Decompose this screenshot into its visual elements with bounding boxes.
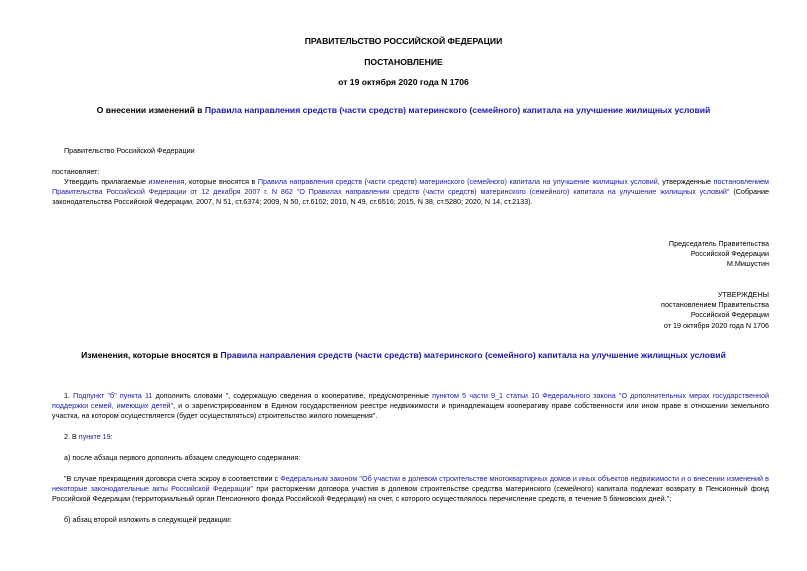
- document-title: [0, 105, 807, 115]
- change-2a-paragraph: а) после абзаца первого дополнить абзацем следующего содержания:: [64, 453, 301, 462]
- item1-text-4: (Собрание законодательства Российской Федерации, 2007, N 51, ст.6374; 2009, N 50, ст.6102; 2010, N 49, ст.6516; 2015, N 38, ст.5280; 2020, N 14, ст.2133).: [52, 187, 769, 207]
- change2a-text-1: "В случае прекращения договора счета эскроу в соответствии с: [64, 474, 281, 483]
- federal-law-link[interactable]: пунктом 5 части 9_1 статьи 10 Федерального закона "О дополнительных мерах государственной поддержки семей, имеющих детей": [52, 391, 769, 411]
- title-prefix: О внесении изменений в: [96, 105, 205, 115]
- rules-link[interactable]: Правила направления средств (части средств) материнского (семейного) капитала на улучшение жилищных условий: [204, 105, 711, 115]
- item-1-paragraph: [52, 177, 769, 208]
- decree-862-link[interactable]: постановлением Правительства Российской Федерации от 12 декабря 2007 г. N 862 "О Правилах направления средств (части средств) материнского (семейного) капитала на улучшение жилищных условий": [52, 177, 769, 197]
- government-heading: ПРАВИТЕЛЬСТВО РОССИЙСКОЙ ФЕДЕРАЦИИ: [304, 36, 503, 46]
- change1-number: 1.: [64, 391, 74, 400]
- changes-title-prefix: Изменения, которые вносятся в: [81, 350, 221, 360]
- changes-link[interactable]: изменения: [148, 177, 185, 186]
- approved-block: [661, 290, 769, 331]
- change-2-paragraph: [52, 432, 769, 442]
- intro-decrees: постановляет:: [52, 167, 100, 176]
- change2a-text-2: при расторжении договора участия в долевом строительстве средства материнского (семейного) капитала подлежат возврату в Пенсионный фонд Российской Федерации (территориальный орган Пенсионного фонда Российской Федерации) на счет, с которого осуществлялось перечисление средств, в течение 5 банковских дней.";: [52, 484, 769, 504]
- change1-text-1: дополнить словами ", содержащую сведения о кооперативе, предусмотренные: [152, 391, 433, 400]
- point-19-link[interactable]: пункте 19: [78, 432, 111, 441]
- doc-type-heading: ПОСТАНОВЛЕНИЕ: [364, 57, 443, 67]
- change2-text-2: :: [110, 432, 113, 441]
- changes-title: [0, 350, 807, 360]
- change2-text-1: 2. В: [64, 432, 79, 441]
- escrow-law-link[interactable]: Федеральным законом "Об участии в долевом строительстве многоквартирных домов и иных объектов недвижимости и о внесении изменений в некоторые законодательные акты Российской Федерации": [52, 474, 769, 494]
- date-number: от 19 октября 2020 года N 1706: [338, 77, 469, 87]
- rules-link-2[interactable]: Правила направления средств (части средств) материнского (семейного) капитала на улучшение жилищных условий: [257, 177, 658, 186]
- item1-text-1: Утвердить прилагаемые: [64, 177, 149, 186]
- change-1-paragraph: [52, 391, 769, 422]
- signature-line-3: М.Мишустин: [726, 259, 769, 269]
- change1-text-2: , и о зарегистрированном в Едином государственном реестре недвижимости и принадлежащем кооперативу праве собственности или ином праве в отношении земельного участка, на котором осуществляется (будет осуществляться) строительство жилого помещения".: [52, 401, 769, 421]
- item1-text-2: , которые вносятся в: [184, 177, 258, 186]
- approved-line-3: Российской Федерации: [690, 310, 769, 320]
- approved-line-2: постановлением Правительства: [661, 300, 769, 310]
- subparagraph-link[interactable]: Подпункт "б" пункта 11: [73, 391, 153, 400]
- item1-text-3: , утвержденные: [657, 177, 714, 186]
- signature-line-2: Российской Федерации: [690, 249, 769, 259]
- rules-link-3[interactable]: Правила направления средств (части средств) материнского (семейного) капитала на улучшение жилищных условий: [220, 350, 726, 360]
- signature-line-1: Председатель Правительства: [668, 239, 769, 248]
- signature-block: [669, 239, 769, 270]
- approved-line-1: УТВЕРЖДЕНЫ: [717, 290, 769, 299]
- approved-line-4: от 19 октября 2020 года N 1706: [663, 320, 769, 330]
- intro-government: Правительство Российской Федерации: [64, 146, 195, 155]
- change-2a-text: [52, 474, 769, 505]
- change-2b-paragraph: б) абзац второй изложить в следующей редакции:: [64, 515, 232, 524]
